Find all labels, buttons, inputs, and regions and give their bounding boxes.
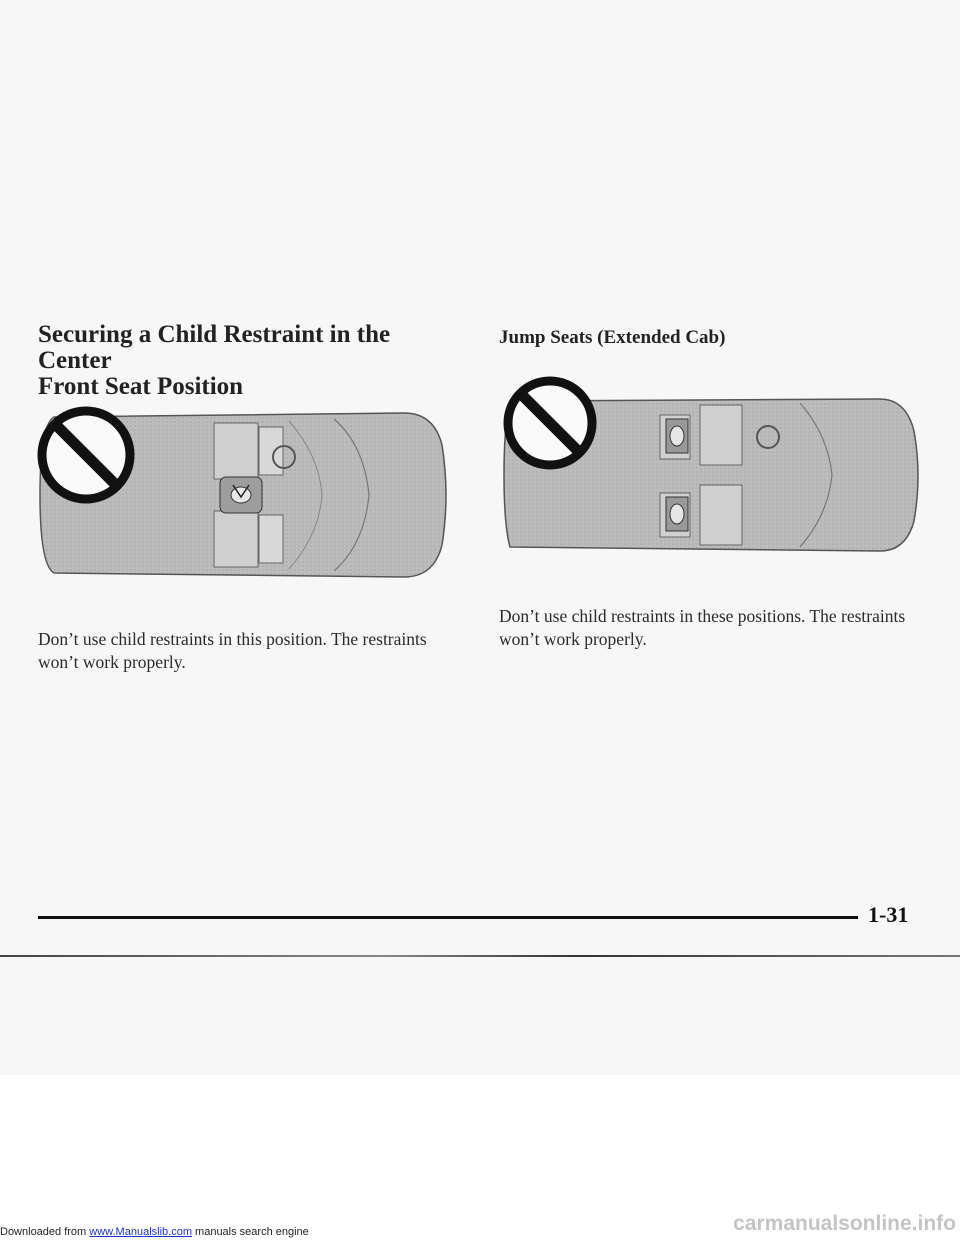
center-seat-illustration (34, 405, 450, 585)
prohibition-icon (42, 411, 130, 499)
jump-seats-illustration (500, 375, 924, 555)
page-number: 1-31 (868, 902, 909, 927)
credit-prefix: Downloaded from (0, 1226, 90, 1238)
section-heading-jump-seats: Jump Seats (Extended Cab) (499, 327, 726, 348)
child-seat (220, 477, 262, 513)
section-heading-center-seat (38, 322, 458, 400)
site-watermark: carmanualsonline.info (733, 1212, 956, 1235)
heading-line-1: Securing a Child Restraint in the Center (38, 321, 391, 374)
heading-line-2: Front Seat Position (38, 373, 244, 400)
jump-seats-warning-text: Don’t use child restraints in these positions. The restraints won’t work properly. (499, 606, 906, 649)
child-seat-lower (666, 497, 688, 531)
child-seat-upper (666, 419, 688, 453)
footer-rule (38, 916, 858, 919)
prohibition-icon (508, 381, 592, 465)
center-seat-warning-text: Don’t use child restraints in this position. The restraints won’t work properly. (38, 629, 427, 672)
scan-edge-line (0, 955, 960, 957)
manualslib-link[interactable]: www.Manualslib.com (89, 1226, 192, 1238)
credit-suffix: manuals search engine (191, 1226, 309, 1238)
download-credit (0, 1226, 309, 1238)
